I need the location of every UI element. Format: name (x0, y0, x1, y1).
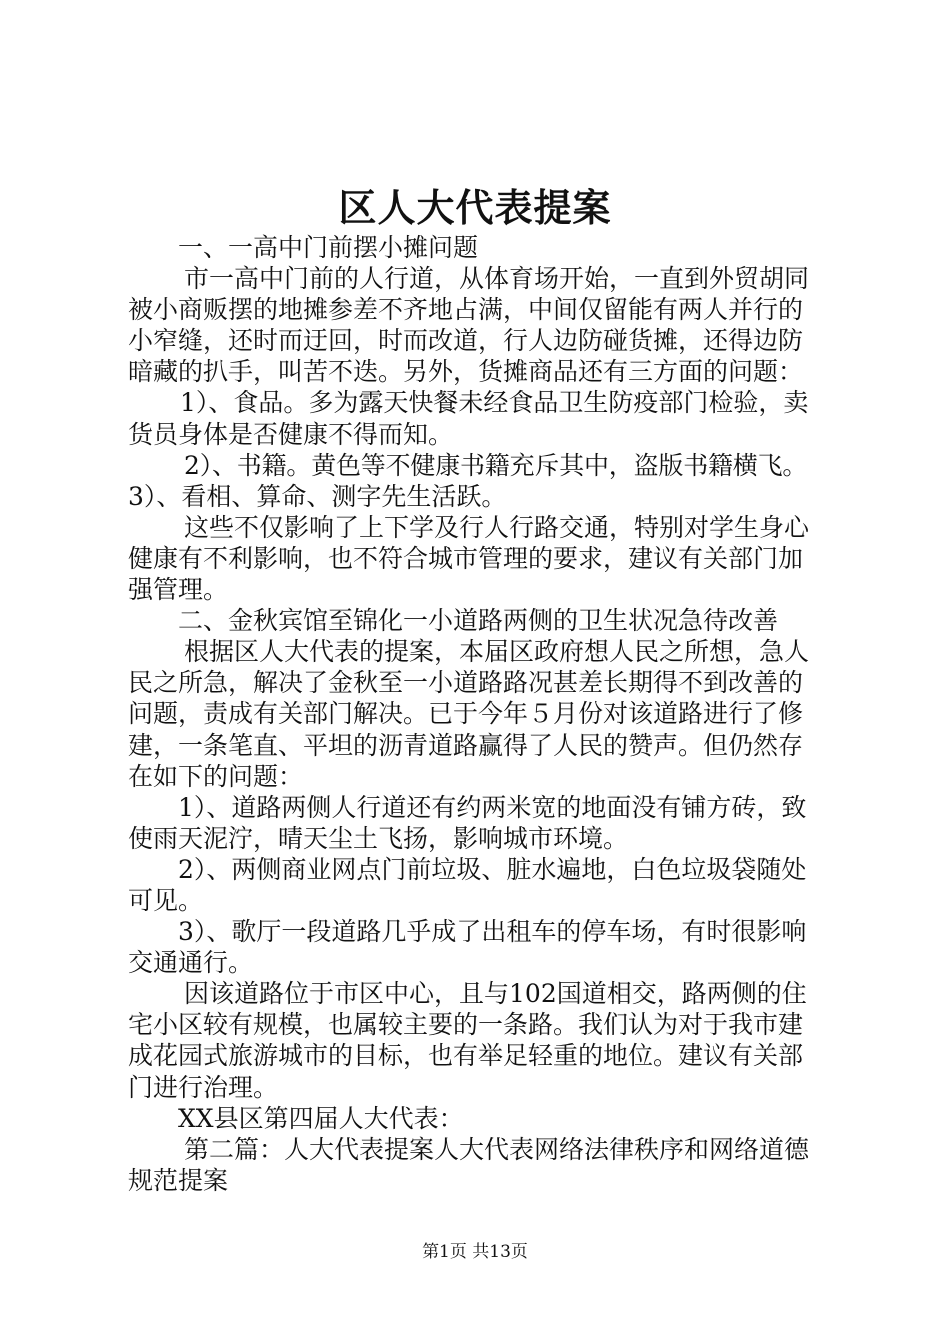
document-title: 区人大代表提案 (338, 185, 612, 230)
paragraph-line: 问题，责成有关部门解决。已于今年５月份对该道路进行了修 (128, 699, 804, 729)
list-item-line: 2）、书籍。黄色等不健康书籍充斥其中，盗版书籍横飞。 (184, 450, 808, 480)
list-item-line: 1）、道路两侧人行道还有约两米宽的地面没有铺方砖，致 (178, 792, 807, 822)
section-heading-2: 二、金秋宾馆至锦化一小道路两侧的卫生状况急待改善 (178, 606, 779, 636)
paragraph-line: 货员身体是否健康不得而知。 (128, 419, 454, 449)
paragraph-line: 交通通行。 (128, 948, 254, 978)
list-item-line: 1）、食品。多为露天快餐未经食品卫生防疫部门检验，卖 (180, 388, 809, 418)
paragraph-line: 在如下的问题： (128, 761, 304, 791)
paragraph-line: 被小商贩摆的地摊参差不齐地占满，中间仅留能有两人并行的 (128, 295, 804, 325)
list-item-line: 3）、歌厅一段道路几乎成了出租车的停车场，有时很影响 (178, 917, 807, 947)
paragraph-line: 小窄缝，还时而迂回，时而改道，行人边防碰货摊，还得边防 (128, 326, 804, 356)
page-footer: 第1页 共13页 (422, 1242, 528, 1262)
paragraph-line: 因该道路位于市区中心，且与102国道相交，路两侧的住 (184, 979, 807, 1009)
signature-line: XX县区第四届人大代表： (178, 1103, 464, 1133)
paragraph-line: 根据区人大代表的提案，本届区政府想人民之所想，急人 (184, 637, 810, 667)
paragraph-line: 可见。 (128, 885, 204, 915)
paragraph-line: 市一高中门前的人行道，从体育场开始，一直到外贸胡同 (184, 264, 810, 294)
list-item-line: 2）、两侧商业网点门前垃圾、脏水遍地，白色垃圾袋随处 (178, 854, 807, 884)
paragraph-line: 健康有不利影响，也不符合城市管理的要求，建议有关部门加 (128, 543, 804, 573)
paragraph-line: 民之所急，解决了金秋至一小道路路况甚差长期得不到改善的 (128, 668, 804, 698)
paragraph-line: 规范提案 (128, 1165, 229, 1195)
paragraph-line: 建，一条笔直、平坦的沥青道路赢得了人民的赞声。但仍然存 (128, 730, 804, 760)
list-item-line: 3）、看相、算命、测字先生活跃。 (128, 481, 507, 511)
paragraph-line: 成花园式旅游城市的目标，也有举足轻重的地位。建议有关部 (128, 1041, 804, 1071)
paragraph-line: 暗藏的扒手，叫苦不迭。另外，货摊商品还有三方面的问题： (128, 357, 804, 387)
paragraph-line: 门进行治理。 (128, 1072, 279, 1102)
section-heading-1: 一、一高中门前摆小摊问题 (178, 233, 479, 262)
paragraph-line: 第二篇：人大代表提案人大代表网络法律秩序和网络道德 (184, 1134, 810, 1164)
document-body (128, 232, 828, 1196)
paragraph-line: 强管理。 (128, 575, 229, 605)
paragraph-line: 宅小区较有规模，也属较主要的一条路。我们认为对于我市建 (128, 1010, 804, 1040)
paragraph-line: 这些不仅影响了上下学及行人行路交通，特别对学生身心 (184, 512, 810, 542)
paragraph-line: 使雨天泥泞，晴天尘土飞扬，影响城市环境。 (128, 823, 629, 853)
